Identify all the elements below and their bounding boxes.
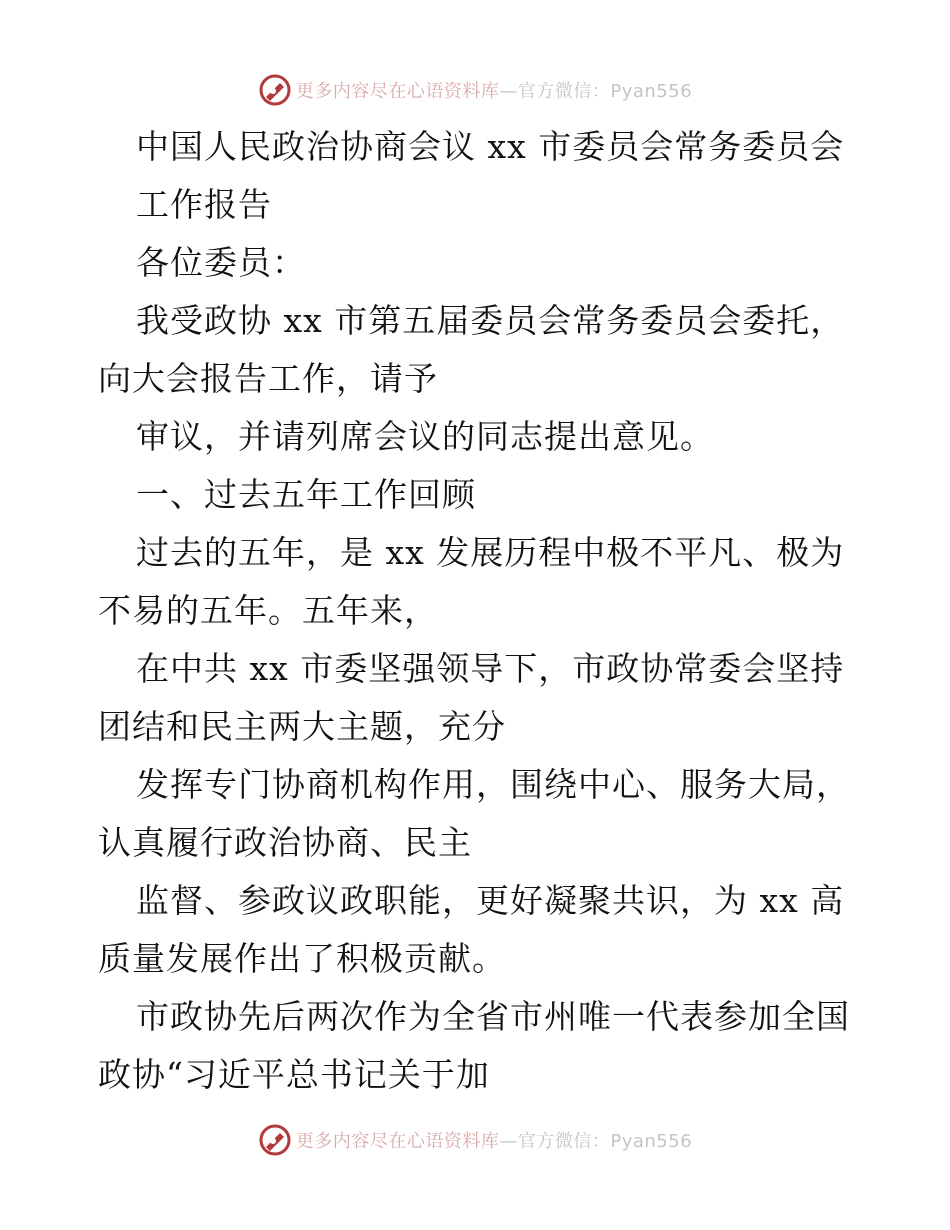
paragraph-line: 向大会报告工作，请予 [98,359,438,398]
paragraph-line: 过去的五年，是 xx 发展历程中极不平凡、极为 [136,533,845,572]
paragraph-line: 认真履行政治协商、民主 [98,823,472,862]
paragraph-line: 监督、参政议政职能，更好凝聚共识，为 xx 高 [136,881,845,920]
section-heading: 一、过去五年工作回顾 [136,475,476,514]
watermark-sub-text: —官方微信：Pyan556 [499,81,693,102]
brand-logo-icon [258,1123,292,1157]
title-line-1: 中国人民政治协商会议 xx 市委员会常务委员会 [136,127,845,166]
title-line-2: 工作报告 [136,185,272,224]
paragraph-line: 在中共 xx 市委坚强领导下，市政协常委会坚持 [136,649,845,688]
paragraph-line: 不易的五年。五年来， [98,591,438,630]
paragraph-line: 我受政协 xx 市第五届委员会常务委员会委托， [136,301,845,340]
brand-logo-icon [258,73,292,107]
paragraph-line: 发挥专门协商机构作用，围绕中心、服务大局， [136,765,850,804]
salutation: 各位委员： [136,243,306,282]
watermark-main-text: 更多内容尽在心语资料库 [295,1131,500,1152]
paragraph-line: 团结和民主两大主题，充分 [98,707,506,746]
paragraph-line: 市政协先后两次作为全省市州唯一代表参加全国 [136,997,850,1036]
footer-watermark [0,1120,950,1160]
paragraph-line: 审议，并请列席会议的同志提出意见。 [136,417,714,456]
paragraph-line: 政协“习近平总书记关于加 [98,1055,490,1094]
paragraph-line: 质量发展作出了积极贡献。 [98,939,506,978]
header-watermark [0,70,950,110]
watermark-main-text: 更多内容尽在心语资料库 [295,81,500,102]
watermark-sub-text: —官方微信：Pyan556 [499,1131,693,1152]
